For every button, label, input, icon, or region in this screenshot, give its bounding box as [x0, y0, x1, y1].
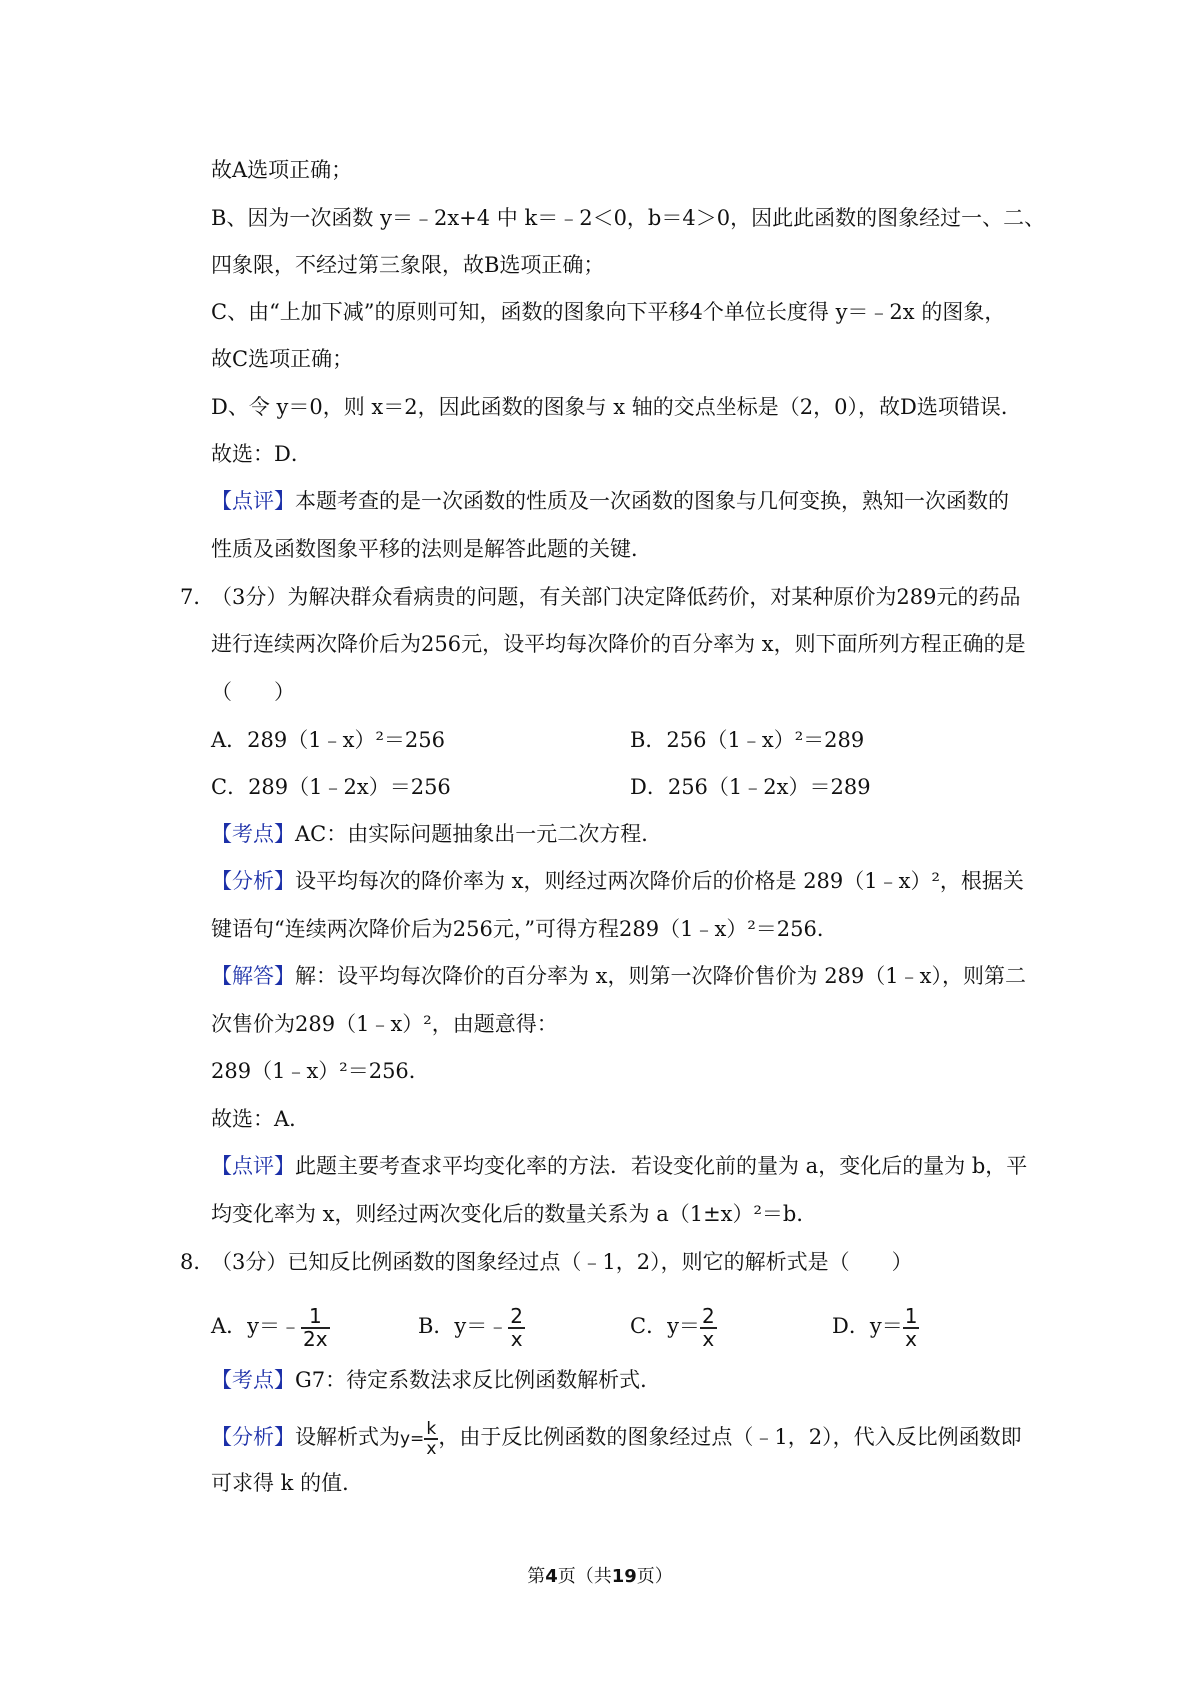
- option-a-prefix: A．y＝﹣: [211, 1314, 302, 1338]
- numerator: 1: [904, 1303, 918, 1328]
- jieda-line: [211, 961, 1026, 991]
- question-number: 8．: [180, 1250, 215, 1274]
- answer-line: 故选：A．: [211, 1107, 311, 1131]
- fenxi-text: 设平均每次的降价率为 x，则经过两次降价后的价格是 289（1﹣x）²，根据关: [295, 869, 1024, 893]
- denominator: x: [426, 1438, 437, 1459]
- fenxi-line: [211, 1414, 1022, 1460]
- option-b-prefix: B．y＝﹣: [418, 1314, 509, 1338]
- comment-line: [211, 486, 1009, 516]
- question-stem: 进行连续两次降价后为256元，设平均每次降价的百分率为 x，则下面所列方程正确的是: [211, 632, 1026, 656]
- text-line: 故C选项正确；: [211, 347, 354, 371]
- text-line: D、令 y＝0，则 x＝2，因此函数的图象与 x 轴的交点坐标是（2，0），故D选项错误．: [211, 395, 1022, 419]
- dianping-tag: 【点评】: [211, 1154, 295, 1178]
- text-line: 故选：D．: [211, 442, 312, 466]
- option-b: B．256（1﹣x）²＝289: [630, 728, 865, 752]
- footer-text: 页（共: [557, 1566, 612, 1587]
- fenxi-line: [211, 866, 1024, 896]
- denominator: 2x: [303, 1326, 328, 1351]
- option-d: D．256（1﹣2x）＝289: [630, 775, 871, 799]
- kaodian-text: AC：由实际问题抽象出一元二次方程．: [295, 822, 663, 846]
- option-d-prefix: D．y＝: [832, 1314, 903, 1338]
- question-stem: （3分）为解决群众看病贵的问题，有关部门决定降低药价，对某种原价为289元的药品: [211, 585, 1021, 609]
- fenxi-tag: 【分析】: [211, 1425, 295, 1449]
- dianping-text: 此题主要考查求平均变化率的方法．若设变化前的量为 a，变化后的量为 b，平: [295, 1154, 1028, 1178]
- kaodian-text: G7：待定系数法求反比例函数解析式．: [295, 1368, 662, 1392]
- denominator: x: [702, 1326, 715, 1351]
- option-a: [211, 1301, 330, 1351]
- text-line: 次售价为289（1﹣x）²，由题意得：: [211, 1012, 558, 1036]
- numerator: k: [424, 1420, 438, 1440]
- jieda-text: 解：设平均每次降价的百分率为 x，则第一次降价售价为 289（1﹣x），则第二: [295, 964, 1026, 988]
- option-c: [630, 1301, 717, 1351]
- text-line: 性质及函数图象平移的法则是解答此题的关键．: [211, 537, 652, 561]
- kaodian-line: [211, 819, 662, 849]
- numerator: 2: [510, 1303, 524, 1328]
- page-number: 4: [545, 1566, 558, 1587]
- total-pages: 19: [611, 1566, 637, 1587]
- page-footer: [0, 1562, 1200, 1588]
- footer-text: 页）: [636, 1566, 673, 1587]
- kaodian-tag: 【考点】: [211, 822, 295, 846]
- jieda-tag: 【解答】: [211, 964, 295, 988]
- question-stem: （3分）已知反比例函数的图象经过点（﹣1，2），则它的解析式是（ ）: [211, 1250, 913, 1274]
- text-line: 故A选项正确；: [211, 158, 353, 182]
- fraction: [903, 1303, 920, 1351]
- text-line: C、由“上加下减”的原则可知，函数的图象向下平移4个单位长度得 y＝﹣2x 的图象，: [211, 300, 1006, 324]
- option-d: [832, 1301, 919, 1351]
- question-number: 7．: [180, 585, 215, 609]
- option-c: C．289（1﹣2x）＝256: [211, 775, 451, 799]
- fenxi-tag: 【分析】: [211, 869, 295, 893]
- fraction: [508, 1303, 525, 1351]
- text-line: 四象限，不经过第三象限，故B选项正确；: [211, 253, 605, 277]
- text-line: B、因为一次函数 y＝﹣2x+4 中 k＝﹣2＜0，b＝4＞0，因此此函数的图象经过一、二、: [211, 206, 1046, 230]
- fenxi-text: 设解析式为: [295, 1425, 400, 1449]
- denominator: x: [510, 1326, 523, 1351]
- text-line: 289（1﹣x）²＝256．: [211, 1059, 430, 1083]
- numerator: 2: [701, 1303, 715, 1328]
- numerator: 1: [301, 1306, 330, 1329]
- fraction: [424, 1420, 438, 1458]
- fenxi-text: ，由于反比例函数的图象经过点（﹣1，2），代入反比例函数即: [438, 1425, 1022, 1449]
- kaodian-tag: 【考点】: [211, 1368, 295, 1392]
- option-a: A．289（1﹣x）²＝256: [211, 728, 445, 752]
- denominator: x: [905, 1326, 917, 1351]
- dianping-line: [211, 1151, 1027, 1181]
- comment-tag: 【点评】: [211, 489, 295, 513]
- fraction: [301, 1303, 330, 1351]
- text-line: 键语句“连续两次降价后为256元，”可得方程289（1﹣x）²＝256．: [211, 917, 838, 941]
- formula-y: y=: [400, 1429, 425, 1449]
- footer-text: 第: [527, 1566, 546, 1587]
- option-c-prefix: C．y＝: [630, 1314, 700, 1338]
- comment-text: 本题考查的是一次函数的性质及一次函数的图象与几何变换，熟知一次函数的: [295, 489, 1009, 513]
- text-line: 均变化率为 x，则经过两次变化后的数量关系为 a（1±x）²＝b．: [211, 1202, 818, 1226]
- fraction: [700, 1303, 717, 1351]
- text-line: 可求得 k 的值．: [211, 1471, 364, 1495]
- option-b: [418, 1301, 525, 1351]
- kaodian-line: [211, 1365, 661, 1395]
- question-stem: （ ）: [211, 680, 295, 704]
